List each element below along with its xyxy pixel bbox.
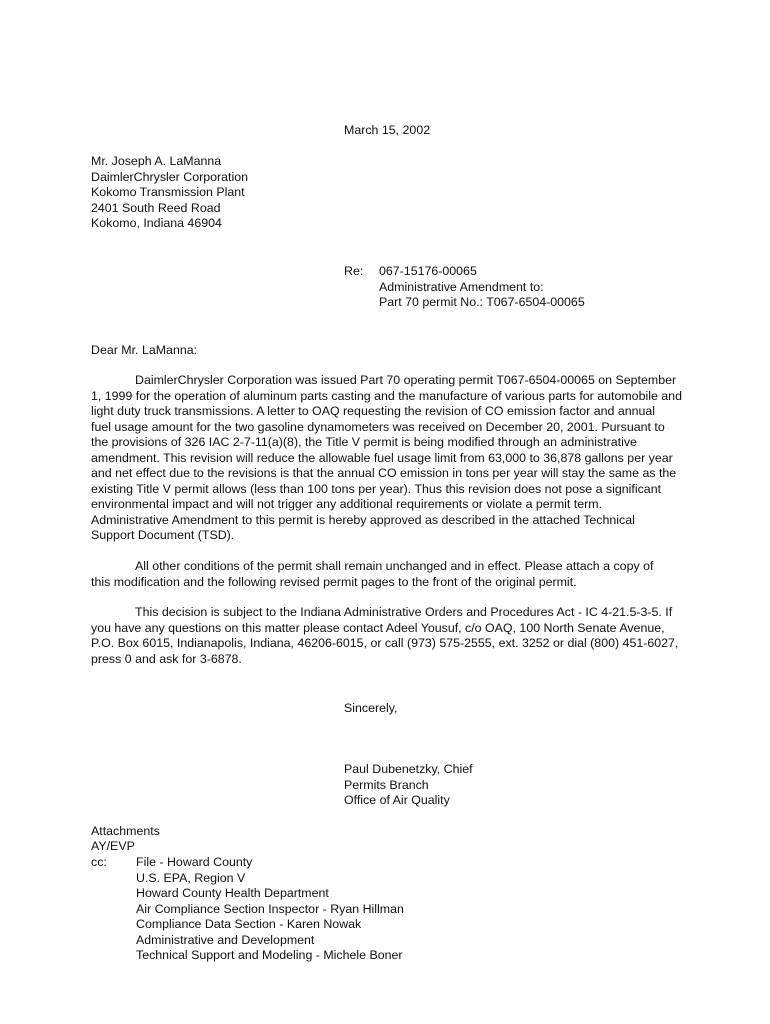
- paragraph-line: you have any questions on this matter please contact Adeel Yousuf, c/o OAQ, 100 North Senate Avenue,: [91, 620, 665, 635]
- cc-item: File - Howard County: [136, 855, 253, 869]
- cc-label: cc:: [91, 855, 107, 869]
- paragraph-line: amendment. This revision will reduce the allowable fuel usage limit from 63,000 to 36,878 gallons per year: [91, 450, 673, 465]
- attachments-label: Attachments: [91, 824, 160, 838]
- addressee-name: Mr. Joseph A. LaManna: [91, 154, 222, 168]
- signer-office: Office of Air Quality: [344, 793, 450, 807]
- cc-item: U.S. EPA, Region V: [136, 870, 246, 885]
- signature-block: [344, 762, 473, 809]
- paragraph-line: Support Document (TSD).: [91, 528, 235, 542]
- paragraph-line: and net effect due to the revisions is that the annual CO emission in tons per year will stay the same as the: [91, 466, 677, 480]
- paragraph-line: Administrative Amendment to this permit is hereby approved as described in the attached Technical: [91, 512, 635, 527]
- cc-item: Compliance Data Section - Karen Nowak: [136, 917, 362, 931]
- signer-branch: Permits Branch: [344, 777, 429, 792]
- paragraph-line: DaimlerChrysler Corporation was issued Part 70 operating permit T067-6504-00065 on September: [135, 373, 677, 387]
- re-block: [379, 264, 585, 311]
- body-paragraph-1: [91, 373, 681, 544]
- re-label: Re:: [344, 264, 364, 278]
- re-part70-permit: Part 70 permit No.: T067-6504-00065: [379, 295, 585, 309]
- paragraph-line: environmental impact and will not trigger any additional requirements or violate a permit term.: [91, 497, 603, 511]
- paragraph-line: fuel usage amount for the two gasoline dynamometers was received on December 20, 2001. Pursuant to: [91, 419, 665, 434]
- addressee-block: [91, 154, 248, 232]
- paragraph-line: This decision is subject to the Indiana Administrative Orders and Procedures Act - IC 4-21.5-3-5. If: [135, 605, 673, 619]
- cc-item: Administrative and Development: [136, 932, 315, 947]
- body-paragraph-2: [91, 559, 681, 590]
- cc-item: Air Compliance Section Inspector - Ryan Hillman: [136, 901, 404, 916]
- paragraph-line: existing Title V permit allows (less than 100 tons per year). Thus this revision does not pose a significant: [91, 481, 662, 496]
- paragraph-line: this modification and the following revised permit pages to the front of the original permit.: [91, 574, 577, 589]
- typist-initials: AY/EVP: [91, 839, 135, 853]
- salutation: Dear Mr. LaManna:: [91, 343, 198, 357]
- paragraph-line: press 0 and ask for 3-6878.: [91, 651, 242, 666]
- paragraph-line: P.O. Box 6015, Indianapolis, Indiana, 46206-6015, or call (973) 575-2555, ext. 3252 or dial (800) 451-6027,: [91, 636, 679, 650]
- cc-list: [136, 855, 404, 964]
- paragraph-line: All other conditions of the permit shall remain unchanged and in effect. Please attach a copy of: [135, 559, 654, 573]
- addressee-company: DaimlerChrysler Corporation: [91, 169, 248, 184]
- paragraph-line: 1, 1999 for the operation of aluminum parts casting and the manufacture of various parts for automobile and: [91, 388, 682, 403]
- body-paragraph-3: [91, 605, 681, 667]
- addressee-street: 2401 South Reed Road: [91, 200, 221, 215]
- cc-item: Technical Support and Modeling - Michele Boner: [136, 948, 403, 962]
- letter-date: March 15, 2002: [344, 123, 431, 137]
- signer-name: Paul Dubenetzky, Chief: [344, 762, 473, 776]
- paragraph-line: the provisions of 326 IAC 2-7-11(a)(8), the Title V permit is being modified through an administrative: [91, 435, 637, 449]
- re-amendment-type: Administrative Amendment to:: [379, 279, 544, 294]
- re-permit-number: 067-15176-00065: [379, 264, 477, 278]
- closing: Sincerely,: [344, 701, 398, 715]
- cc-item: Howard County Health Department: [136, 886, 329, 900]
- addressee-city: Kokomo, Indiana 46904: [91, 216, 222, 230]
- paragraph-line: light duty truck transmissions. A letter to OAQ requesting the revision of CO emission factor and annual: [91, 404, 656, 418]
- addressee-plant: Kokomo Transmission Plant: [91, 185, 245, 199]
